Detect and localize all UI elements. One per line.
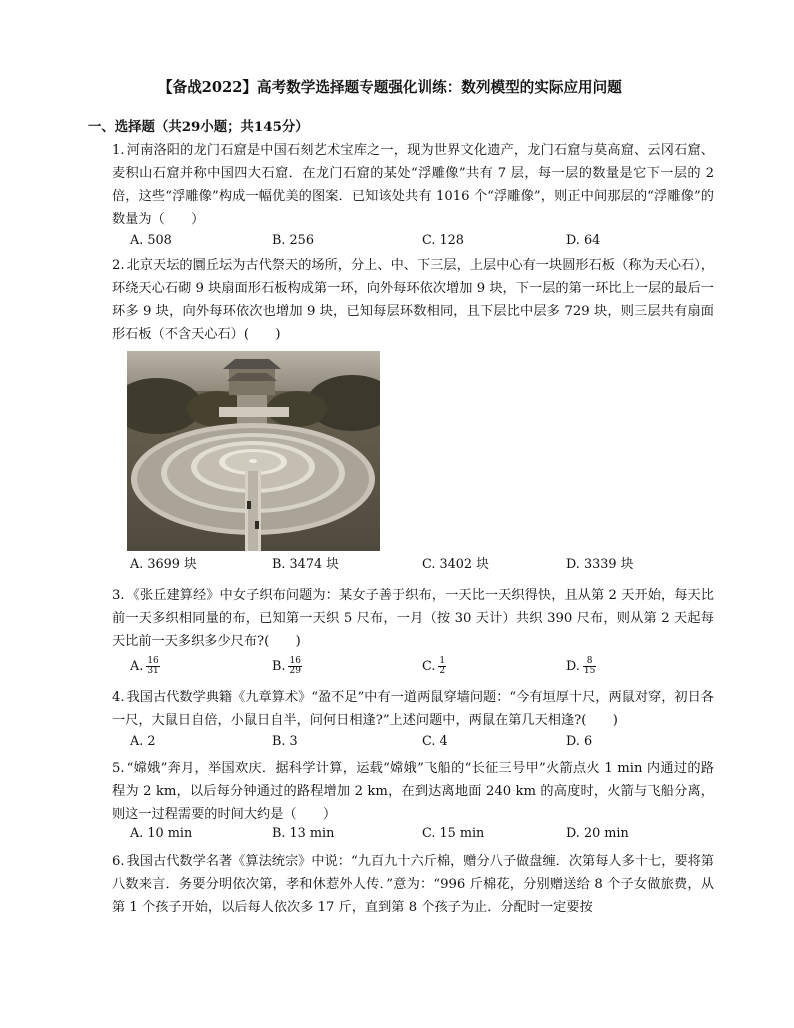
option-c[interactable]: C. 3402 块 bbox=[422, 557, 489, 572]
question-4 bbox=[112, 686, 714, 732]
option-b[interactable]: B. 13 min bbox=[272, 826, 335, 841]
fraction: $\frac{1}{2}$ bbox=[439, 656, 446, 676]
option-a[interactable]: A. 2 bbox=[130, 734, 156, 749]
question-3-options bbox=[130, 656, 690, 678]
option-d[interactable]: D. 64 bbox=[566, 233, 601, 248]
option-c[interactable]: C. 128 bbox=[422, 233, 464, 248]
option-b[interactable]: B. 3474 块 bbox=[272, 557, 339, 572]
circular-altar-image bbox=[127, 351, 380, 551]
option-a[interactable]: A. 3699 块 bbox=[130, 557, 197, 572]
temple-of-heaven-photo bbox=[127, 351, 380, 551]
question-5 bbox=[112, 757, 714, 826]
fraction: $\frac{8}{15}$ bbox=[583, 656, 596, 676]
option-a[interactable]: A. 10 min bbox=[130, 826, 193, 841]
option-d[interactable]: D. 3339 块 bbox=[566, 557, 634, 572]
question-1-options bbox=[130, 230, 690, 252]
fraction: $\frac{16}{31}$ bbox=[147, 656, 159, 676]
fraction: $\frac{16}{29}$ bbox=[289, 656, 301, 676]
option-a[interactable]: A. $\frac{16}{31}$ bbox=[130, 656, 159, 676]
question-2-options bbox=[130, 554, 690, 576]
question-text: 我国古代数学名著《算法统宗》中说：“九百九十六斤棉，赠分八子做盘缠．次第每人多十七，要将第八数来言．务要分明依次第，孝和休惹外人传．”意为：“996 斤棉花，分别赠送给 8 个子女做旅费，从第 1 个孩子开始，以后每人依次多 17 斤，直到第 8 个孩子为止．分配时一定要按 bbox=[112, 854, 714, 915]
option-b[interactable]: B. $\frac{16}{29}$ bbox=[272, 656, 301, 676]
section-heading: 一、选择题（共29小题；共145分） bbox=[88, 119, 309, 135]
question-number: 1. bbox=[112, 143, 125, 158]
option-a[interactable]: A. 508 bbox=[130, 233, 172, 248]
question-number: 5. bbox=[112, 761, 125, 776]
question-text: 我国古代数学典籍《九章算术》“盈不足”中有一道两鼠穿墙问题：“今有垣厚十尺，两鼠对穿，初日各一尺，大鼠日自倍，小鼠日自半，问何日相逢?”上述问题中，两鼠在第几天相逢?( ) bbox=[112, 690, 714, 728]
question-text: “嫦娥”奔月，举国欢庆．据科学计算，运载“嫦娥”飞船的“长征三号甲”火箭点火 1 min 内通过的路程为 2 km，以后每分钟通过的路程增加 2 km，在到达离地面 240 km 的高度时，火箭与飞船分离，则这一过程需要的时间大约是（ ） bbox=[112, 761, 714, 822]
question-4-options bbox=[130, 731, 690, 753]
option-b[interactable]: B. 256 bbox=[272, 233, 314, 248]
option-c[interactable]: C. 15 min bbox=[422, 826, 485, 841]
question-2 bbox=[112, 254, 714, 346]
option-c[interactable]: C. 4 bbox=[422, 734, 448, 749]
question-number: 3. bbox=[112, 588, 125, 603]
question-1 bbox=[112, 139, 714, 231]
question-text: 北京天坛的圜丘坛为古代祭天的场所，分上、中、下三层，上层中心有一块圆形石板（称为天心石），环绕天心石砌 9 块扇面形石板构成第一环，向外每环依次增加 9 块，下一层的第一环比上一层的最后一环多 9 块，向外每环依次也增加 9 块，已知每层环数相同，且下层比中层多 729 块，则三层共有扇面形石板（不含天心石）( ) bbox=[112, 258, 714, 342]
question-text: 河南洛阳的龙门石窟是中国石刻艺术宝库之一，现为世界文化遗产，龙门石窟与莫高窟、云冈石窟、麦积山石窟并称中国四大石窟．在龙门石窟的某处“浮雕像”共有 7 层，每一层的数量是它下一层的 2 倍，这些“浮雕像”构成一幅优美的图案．已知该处共有 1016 个“浮雕像”，则正中间那层的“浮雕像”的数量为（ ） bbox=[112, 143, 714, 227]
question-3 bbox=[112, 584, 714, 653]
document-title: 【备战2022】高考数学选择题专题强化训练：数列模型的实际应用问题 bbox=[158, 79, 622, 96]
option-c[interactable]: C. $\frac{1}{2}$ bbox=[422, 656, 446, 676]
question-number: 2. bbox=[112, 258, 125, 273]
question-5-options bbox=[130, 823, 690, 845]
option-b[interactable]: B. 3 bbox=[272, 734, 298, 749]
option-d[interactable]: D. $\frac{8}{15}$ bbox=[566, 656, 596, 676]
option-d[interactable]: D. 6 bbox=[566, 734, 593, 749]
option-d[interactable]: D. 20 min bbox=[566, 826, 629, 841]
question-number: 6. bbox=[112, 854, 125, 869]
question-number: 4. bbox=[112, 690, 125, 705]
question-6 bbox=[112, 850, 714, 919]
question-text: 《张丘建算经》中女子织布问题为：某女子善于织布，一天比一天织得快，且从第 2 天开始，每天比前一天多织相同量的布，已知第一天织 5 尺布，一月（按 30 天计）共织 390 尺布，则从第 2 天起每天比前一天多织多少尺布?( ) bbox=[112, 588, 714, 649]
